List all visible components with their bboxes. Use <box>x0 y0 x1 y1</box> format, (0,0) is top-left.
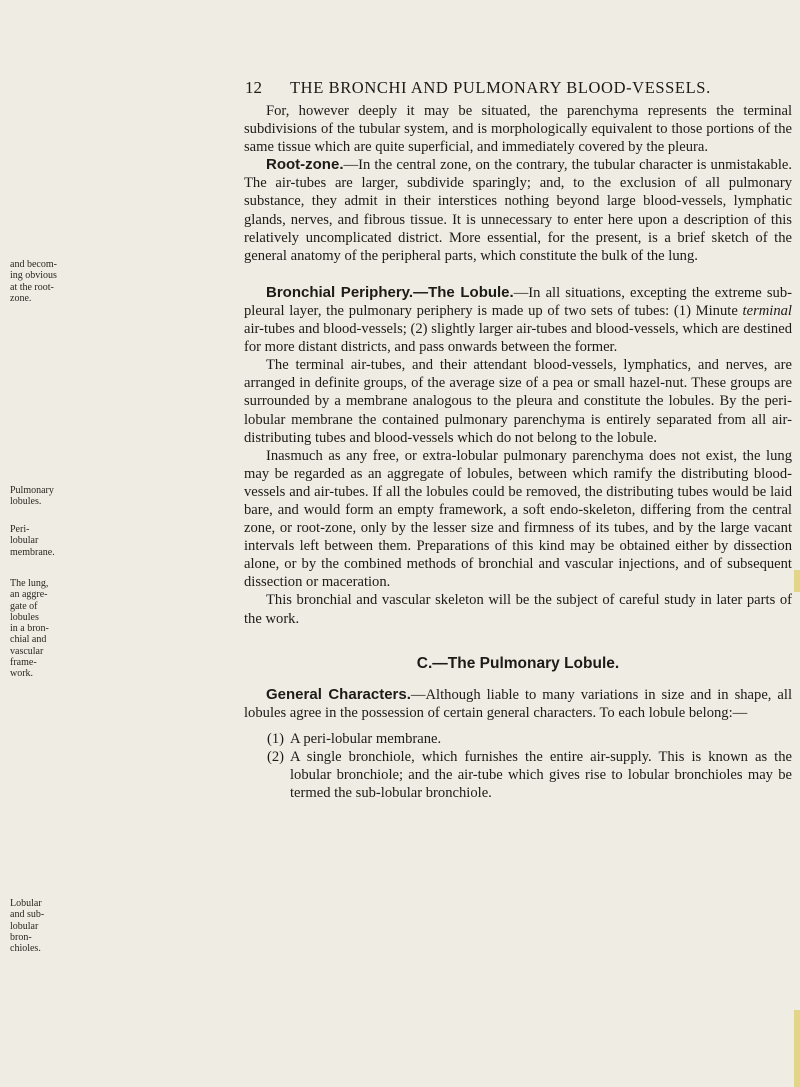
characters-list <box>244 730 792 802</box>
bronchial-periphery-heading: Bronchial Periphery.—The Lobule. <box>266 283 514 301</box>
paragraph-lung-aggregate: Inasmuch as any free, or extra-lobular pulmonary parenchyma does not exist, the lung may be regarded as an aggregate of lobules, between which ramify the distributing blood-vessels and air-tubes. If all the lobules could be removed, the distributing tubes would be laid bare, and would form an empty framework, a soft endo-skeleton, differing from the central zone, or root-zone, only by the lesser size and firmness of its tubes, and by the large vacant intervals left between them. Preparations of this kind may be obtained either by dissection alone, or by the combined methods of bronchial and vascular injections, and of subsequent dissection or maceration. <box>244 447 792 591</box>
running-title: THE BRONCHI AND PULMONARY BLOOD-VESSELS. <box>290 78 711 97</box>
paragraph-root-zone: Root-zone.—In the central zone, on the contrary, the tubular character is unmistakable. The air-tubes are larger, subdivide sparingly; and, to the exclusion of all pulmonary substance, they admit in their interstices nothing beyond large blood-vessels, lymphatic glands, nerves, and fibrous tissue. It is unnecessary to enter here upon a description of this relatively uncomplicated district. More essential, for the present, is a brief sketch of the general anatomy of the peripheral parts, which constitute the bulk of the lung. <box>244 156 792 264</box>
paragraph-general-characters: General Characters.—Although liable to many variations in size and in shape, all lobules agree in the possession of certain general characters. To each lobule belong:— <box>244 685 793 721</box>
paragraph-skeleton: This bronchial and vascular skeleton will be the subject of careful study in later parts of the work. <box>244 592 792 627</box>
section-title: C.—The Pulmonary Lobule. <box>416 654 620 672</box>
margin-note-peri-lobular: Peri- lobular membrane. <box>10 524 55 558</box>
general-characters-heading: General Characters. <box>266 685 411 703</box>
margin-note-lobular-bronchioles: Lobular and sub- lobular bron- chioles. <box>10 898 45 955</box>
paragraph-parenchyma: For, however deeply it may be situated, the parenchyma represents the terminal subdivisions of the tubular system, and is morphologically equivalent to those portions of the same tissue which are quite superficial, and immediately covered by the pleura. <box>244 103 792 156</box>
page-number: 12 <box>245 78 262 97</box>
list-item: (2) A single bronchiole, which furnishes the entire air-supply. This is known as the lobular bronchiole; and the air-tube which gives rise to lobular bronchioles may be termed the sub-lobular bronchiole. <box>266 748 792 802</box>
margin-note-root-zone: and becom- ing obvious at the root- zone. <box>10 259 57 304</box>
page-stain <box>794 1010 800 1087</box>
page-stain <box>794 570 800 592</box>
margin-note-lung-aggregate: The lung, an aggre- gate of lobules in a bron- chial and vascular frame- work. <box>10 578 49 680</box>
paragraph-bronchial-periphery: Bronchial Periphery.—The Lobule.—In all situations, excepting the extreme sub-pleural layer, the pulmonary periphery is made up of two sets of tubes: (1) Minute terminal air-tubes and blood-vessels; (2) slightly larger air-tubes and blood-vessels, which are destined for more distant districts, and pass onwards between the former. <box>244 283 792 356</box>
list-item: (1) A peri-lobular membrane. <box>266 730 442 747</box>
page-header <box>0 78 800 98</box>
root-zone-heading: Root-zone. <box>266 156 344 174</box>
margin-note-pulmonary-lobules: Pulmonary lobules. <box>10 485 54 508</box>
paragraph-terminal-air-tubes: The terminal air-tubes, and their attendant blood-vessels, lymphatics, and nerves, are arranged in definite groups, of the average size of a pea or small hazel-nut. These groups are surrounded by a membrane analogous to the pleura and constitute the lobules. By the peri-lobular membrane the contained pulmonary parenchyma is entirely separated from all air-distributing tubes and blood-vessels which do not belong to the lobule. <box>244 357 792 446</box>
body-text <box>244 102 792 802</box>
